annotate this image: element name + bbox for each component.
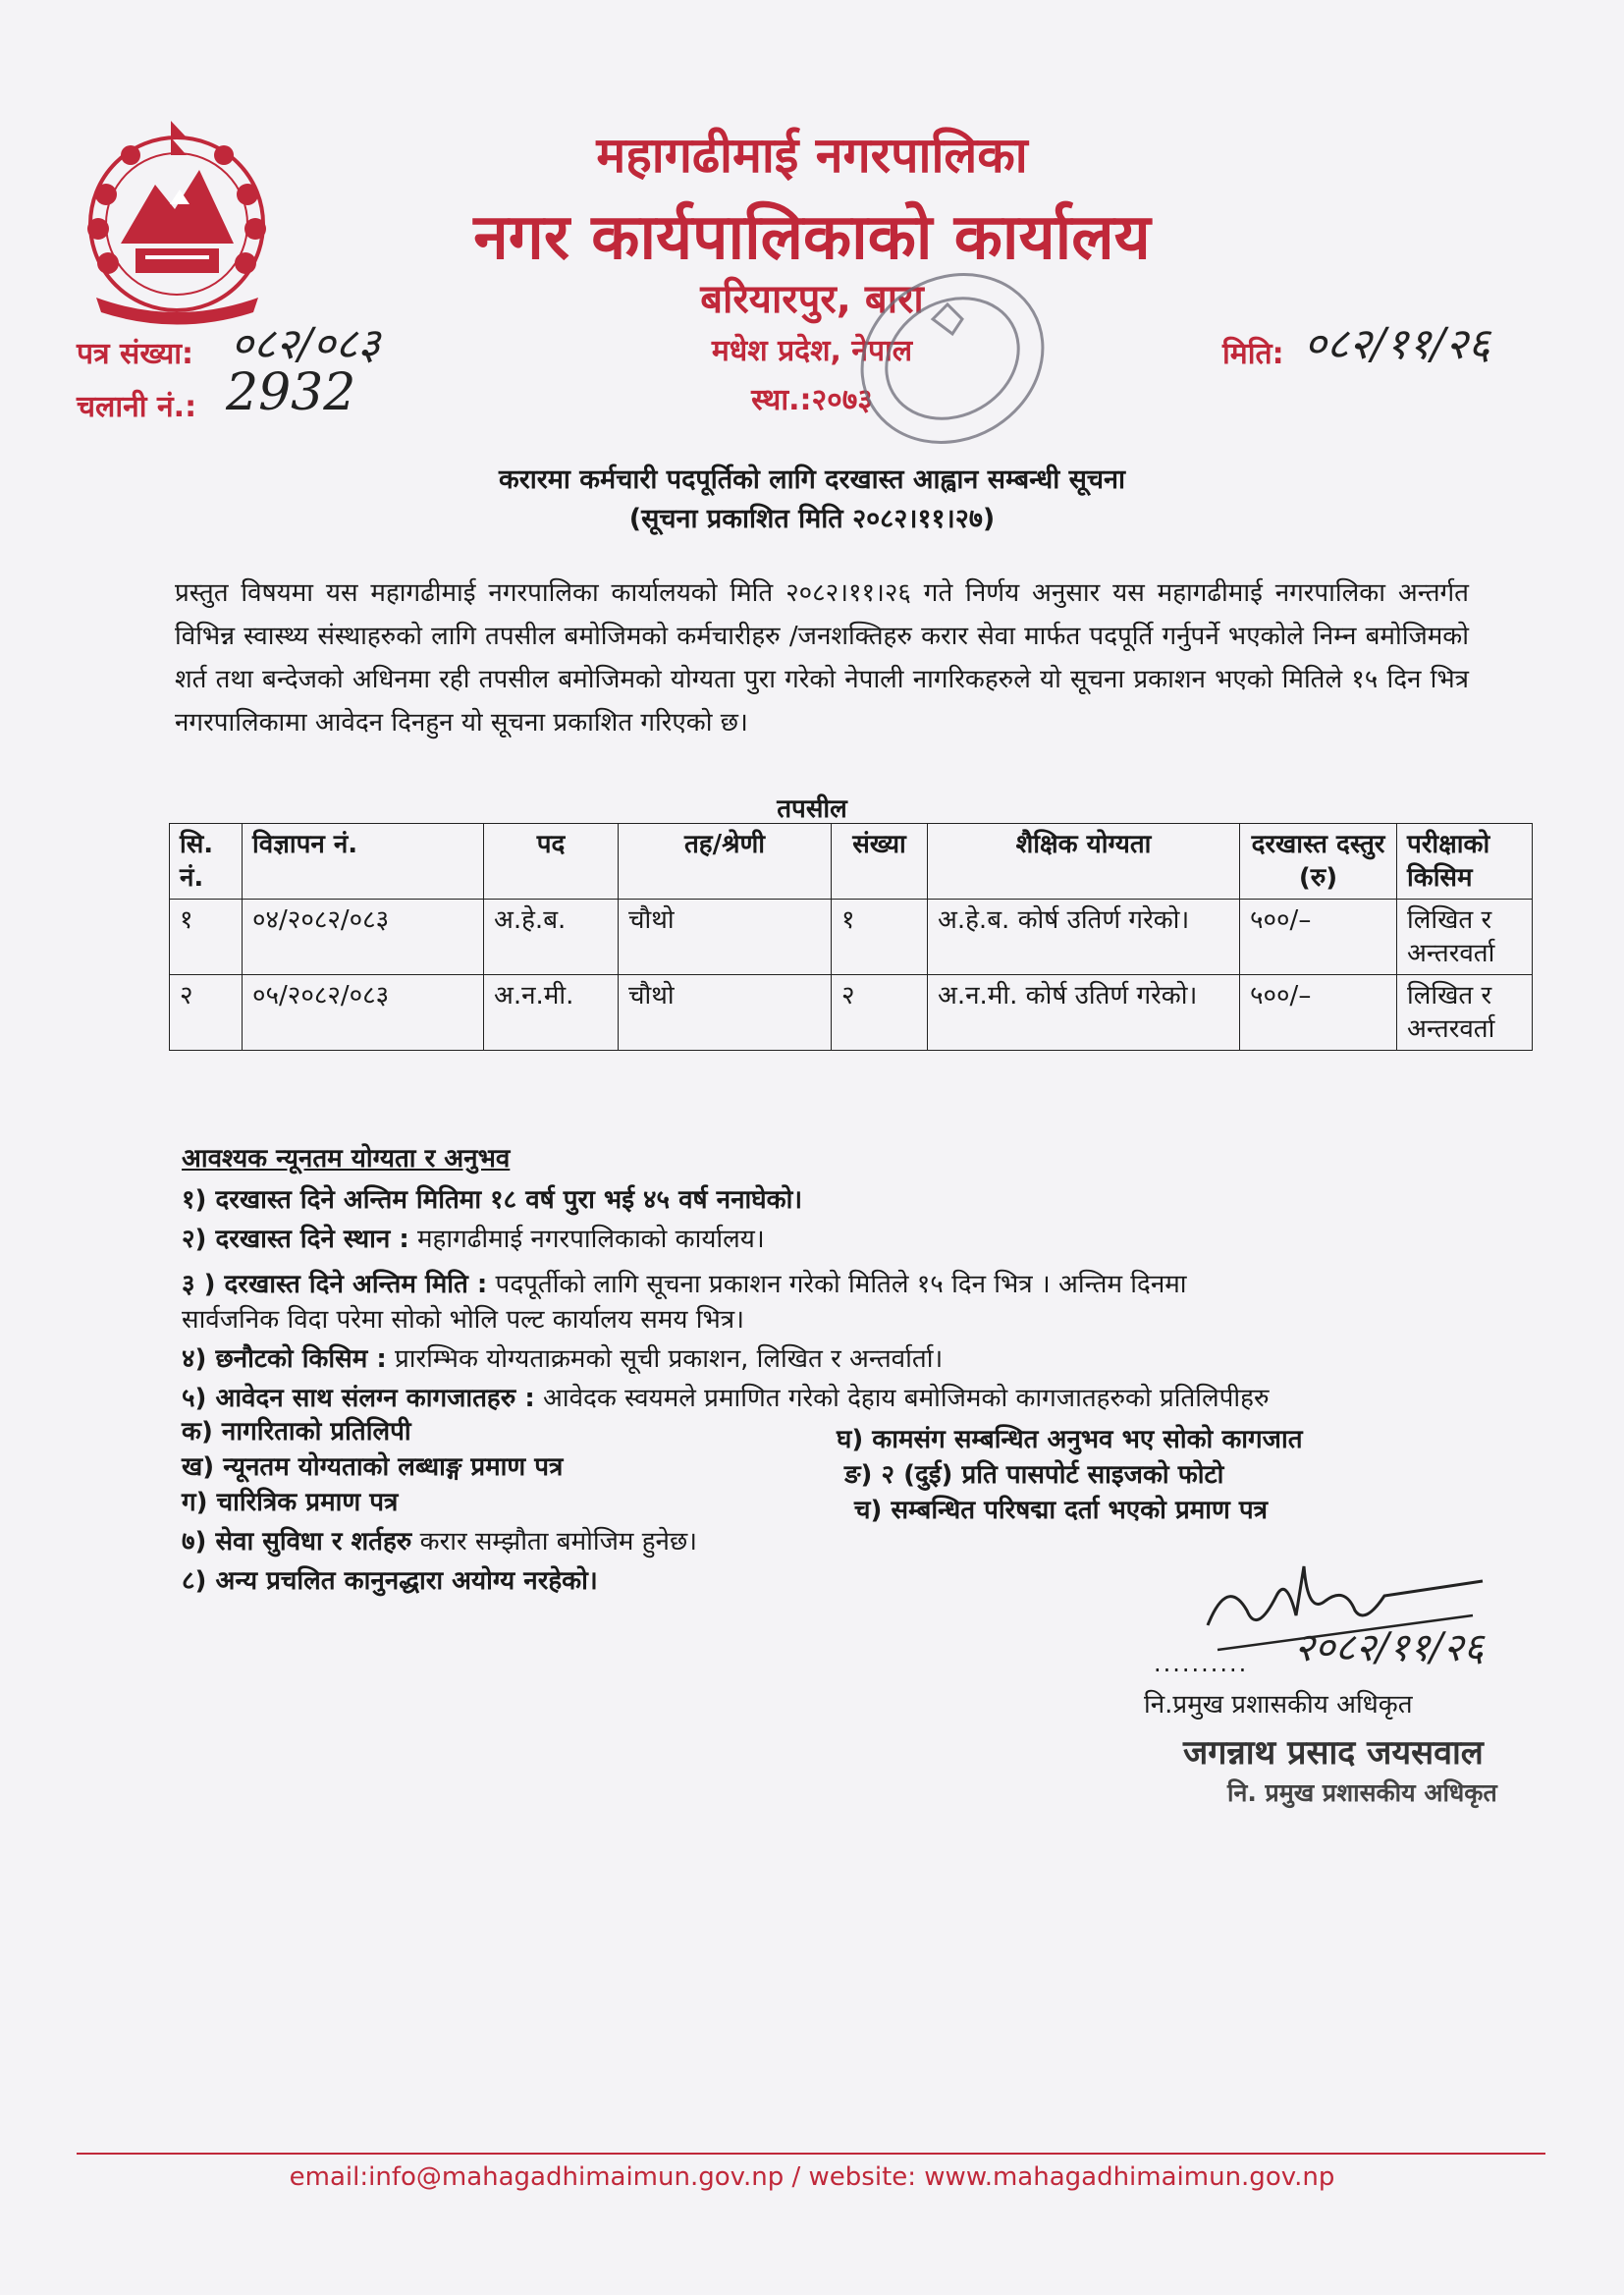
col-header-level: तह/श्रेणी (619, 824, 832, 900)
signature-date: २०८२/११/२६ (1294, 1625, 1485, 1670)
table-row (170, 975, 1533, 1051)
doc-citizenship: क) नागरिताको प्रतिलिपी (182, 1417, 411, 1447)
notice-title: करारमा कर्मचारी पदपूर्तिको लागि दरखास्त आह्वान सम्बन्धी सूचना (498, 464, 1126, 495)
cell-fee: ५००/– (1240, 975, 1397, 1051)
requirement-documents-text: आवेदक स्वयमले प्रमाणित गरेको देहाय बमोजिमको कागजातहरुको प्रतिलिपीहरु (534, 1384, 1270, 1413)
table-row (170, 900, 1533, 975)
requirement-service-text: करार सम्झौता बमोजिम हुनेछ। (411, 1527, 698, 1557)
col-header-count: संख्या (832, 824, 928, 900)
cell-level: चौथो (619, 975, 832, 1051)
cell-qualification: अ.न.मी. कोर्ष उतिर्ण गरेको। (928, 975, 1240, 1051)
cell-count: १ (832, 900, 928, 975)
cell-post: अ.न.मी. (484, 975, 619, 1051)
requirement-selection-text: प्रारम्भिक योग्यताक्रमको सूची प्रकाशन, लिखित र अन्तर्वार्ता। (386, 1344, 944, 1374)
table-header-row (170, 824, 1533, 900)
requirement-deadline-label: ३ ) दरखास्त दिने अन्तिम मिति : (182, 1270, 488, 1299)
cell-exam-type: लिखित र अन्तरवर्ता (1397, 900, 1533, 975)
cell-qualification: अ.हे.ब. कोर्ष उतिर्ण गरेको। (928, 900, 1240, 975)
signatory-title: नि. प्रमुख प्रशासकीय अधिकृत (1227, 1778, 1497, 1807)
cell-serial: १ (170, 900, 243, 975)
date-label: मिति: (1222, 337, 1284, 371)
requirement-documents (182, 1381, 1270, 1416)
dispatch-number-value: 2932 (226, 363, 356, 422)
footer-contact: email:info@mahagadhimaimun.gov.np / website: www.mahagadhimaimun.gov.np (289, 2162, 1335, 2192)
office-stamp-icon (835, 260, 1070, 457)
doc-experience: घ) कामसंग सम्बन्धित अनुभव भए सोको कागजात (837, 1425, 1303, 1454)
requirement-selection-label: ४) छनौटको किसिम : (182, 1344, 387, 1374)
office-province: मधेश प्रदेश, नेपाल (711, 334, 913, 368)
col-header-exam-type: परीक्षाको किसिम (1397, 824, 1533, 900)
requirement-place-label: २) दरखास्त दिने स्थान : (182, 1225, 409, 1254)
signature-dots: .......... (1154, 1650, 1249, 1677)
cell-fee: ५००/– (1240, 900, 1397, 975)
date-value: ०८२/११/२६ (1304, 319, 1490, 369)
vacancy-table (169, 823, 1533, 1051)
ref-number-value: ०८२/०८३ (231, 319, 381, 369)
municipality-name: महागढीमाई नगरपालिका (596, 127, 1028, 184)
ref-number-label: पत्र संख्या: (77, 337, 194, 371)
requirement-service-terms (182, 1524, 697, 1559)
requirement-selection (182, 1341, 943, 1377)
doc-transcript: ख) न्यूनतम योग्यताको लब्धाङ्ग प्रमाण पत्र (182, 1452, 564, 1482)
requirement-service-label: ७) सेवा सुविधा र शर्तहरु (182, 1527, 412, 1557)
cell-ad-number: ०५/२०८२/०८३ (243, 975, 484, 1051)
requirement-deadline-text: पदपूर्तीको लागि सूचना प्रकाशन गरेको मितिले १५ दिन भित्र । अन्तिम दिनमा (487, 1270, 1187, 1299)
doc-character-certificate: ग) चारित्रिक प्रमाण पत्र (182, 1488, 399, 1517)
requirement-age-text: १) दरखास्त दिने अन्तिम मितिमा १८ वर्ष पुरा भई ४५ वर्ष ननाघेको। (182, 1185, 803, 1215)
cell-level: चौथो (619, 900, 832, 975)
requirement-deadline (182, 1267, 1187, 1302)
office-address: बरियारपुर, बारा (700, 277, 924, 322)
col-header-post: पद (484, 824, 619, 900)
requirement-documents-label: ५) आवेदन साथ संलग्न कागजातहरु : (182, 1384, 535, 1413)
doc-photo: ङ) २ (दुई) प्रति पासपोर्ट साइजको फोटो (844, 1460, 1224, 1490)
requirement-deadline-cont: सार्वजनिक विदा परेमा सोको भोलि पल्ट कार्यालय समय भित्र। (182, 1305, 744, 1335)
col-header-serial: सि. नं. (170, 824, 243, 900)
office-established: स्था.:२०७३ (751, 383, 873, 417)
col-header-qualification: शैक्षिक योग्यता (928, 824, 1240, 900)
table-caption: तपसील (777, 794, 847, 824)
notice-intro: प्रस्तुत विषयमा यस महागढीमाई नगरपालिका कार्यालयको मिति २०८२।११।२६ गते निर्णय अनुसार यस महागढीमाई नगरपालिका अन्तर्गत विभिन्न स्वास्थ्य संस्थाहरुको लागि तपसील बमोजिमको कर्मचारीहरु /जनशक्तिहरु करार सेवा मार्फत पदपूर्ति गर्नुपर्ने भएकोले निम्न बमोजिमको शर्त तथा बन्देजको अधिनमा रही तपसील बमोजिमको योग्यता पुरा गरेको नेपाली नागरिकहरुले यो सूचना प्रकाशन भएको मितिले १५ दिन भित्र नगरपालिकामा आवेदन दिनहुन यो सूचना प्रकाशित गरिएको छ। (175, 578, 1469, 738)
office-name: नगर कार्यपालिकाको कार्यालय (473, 201, 1151, 274)
cell-post: अ.हे.ब. (484, 900, 619, 975)
requirement-legal: ८) अन्य प्रचलित कानुनद्धारा अयोग्य नरहेको। (182, 1566, 598, 1596)
cell-exam-type: लिखित र अन्तरवर्ता (1397, 975, 1533, 1051)
cell-ad-number: ०४/२०८२/०८३ (243, 900, 484, 975)
doc-council-registration: च) सम्बन्धित परिषद्मा दर्ता भएको प्रमाण पत्र (854, 1496, 1268, 1525)
signature-designation: नि.प्रमुख प्रशासकीय अधिकृत (1144, 1690, 1413, 1720)
signatory-name: जगन्नाथ प्रसाद जयसवाल (1183, 1733, 1484, 1773)
cell-serial: २ (170, 975, 243, 1051)
cell-count: २ (832, 975, 928, 1051)
requirement-age (182, 1182, 802, 1218)
footer-divider (77, 2153, 1545, 2155)
col-header-fee: दरखास्त दस्तुर (रु) (1240, 824, 1397, 900)
requirements-heading: आवश्यक न्यूनतम योग्यता र अनुभव (182, 1144, 511, 1174)
notice-subtitle: (सूचना प्रकाशित मिति २०८२।११।२७) (628, 504, 996, 534)
col-header-ad-number: विज्ञापन नं. (243, 824, 484, 900)
requirement-place-text: महागढीमाई नगरपालिकाको कार्यालय। (408, 1225, 765, 1254)
requirement-place (182, 1222, 765, 1257)
dispatch-number-label: चलानी नं.: (77, 390, 197, 424)
